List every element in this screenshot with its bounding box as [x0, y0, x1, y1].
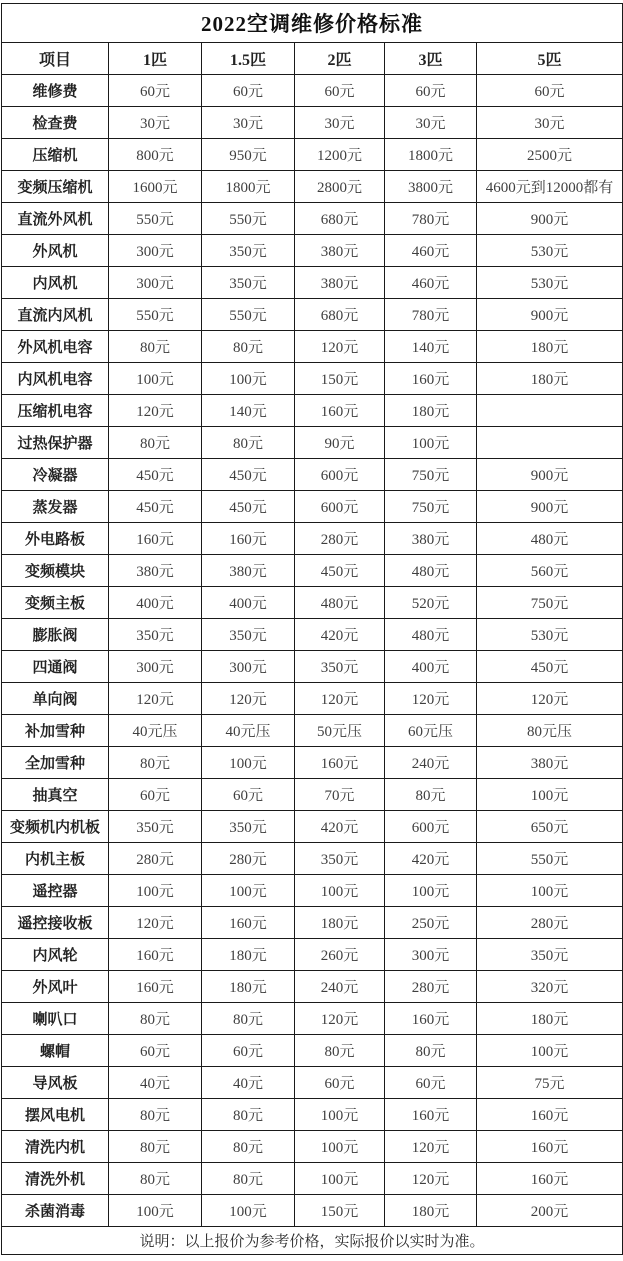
table-row: [2, 939, 623, 971]
row-label: 变频模块: [2, 555, 109, 587]
row-label: 清洗外机: [2, 1163, 109, 1195]
price-cell: [477, 395, 623, 427]
price-cell: 80元: [202, 1099, 295, 1131]
table-row: [2, 651, 623, 683]
price-cell: 450元: [202, 459, 295, 491]
table-row: [2, 267, 623, 299]
price-table: [1, 3, 623, 1255]
price-cell: 550元: [109, 299, 202, 331]
price-cell: 400元: [202, 587, 295, 619]
table-row: [2, 747, 623, 779]
price-cell: 80元: [109, 331, 202, 363]
price-cell: 300元: [385, 939, 477, 971]
price-cell: 120元: [295, 683, 385, 715]
price-cell: 160元: [202, 907, 295, 939]
table-title: 2022空调维修价格标准: [2, 4, 623, 43]
price-cell: 100元: [477, 779, 623, 811]
table-row: [2, 1195, 623, 1227]
column-header: 5匹: [477, 43, 623, 75]
price-cell: 40元压: [109, 715, 202, 747]
price-cell: 480元: [295, 587, 385, 619]
price-cell: 60元: [202, 75, 295, 107]
price-cell: 80元: [202, 427, 295, 459]
price-cell: 180元: [295, 907, 385, 939]
price-cell: 780元: [385, 203, 477, 235]
price-cell: 530元: [477, 235, 623, 267]
table-row: [2, 1003, 623, 1035]
price-cell: 30元: [109, 107, 202, 139]
price-cell: 300元: [109, 235, 202, 267]
price-cell: 240元: [295, 971, 385, 1003]
price-cell: 260元: [295, 939, 385, 971]
price-cell: 100元: [202, 747, 295, 779]
price-cell: 450元: [202, 491, 295, 523]
price-cell: 160元: [477, 1131, 623, 1163]
price-cell: 70元: [295, 779, 385, 811]
column-header: 3匹: [385, 43, 477, 75]
row-label: 四通阀: [2, 651, 109, 683]
price-cell: 80元: [109, 1163, 202, 1195]
price-cell: 300元: [109, 267, 202, 299]
row-label: 单向阀: [2, 683, 109, 715]
price-cell: 450元: [295, 555, 385, 587]
price-cell: 350元: [202, 235, 295, 267]
column-header: 项目: [2, 43, 109, 75]
row-label: 压缩机: [2, 139, 109, 171]
price-cell: 600元: [385, 811, 477, 843]
price-cell: 60元: [385, 1067, 477, 1099]
footnote-row: [2, 1227, 623, 1255]
row-label: 外电路板: [2, 523, 109, 555]
price-cell: [477, 427, 623, 459]
price-cell: 450元: [109, 491, 202, 523]
price-cell: 550元: [202, 299, 295, 331]
price-cell: 380元: [385, 523, 477, 555]
price-cell: 750元: [385, 459, 477, 491]
price-cell: 140元: [385, 331, 477, 363]
price-cell: 380元: [295, 235, 385, 267]
price-cell: 120元: [109, 907, 202, 939]
price-cell: 480元: [385, 619, 477, 651]
price-cell: 80元: [385, 779, 477, 811]
price-cell: 120元: [477, 683, 623, 715]
price-cell: 60元: [385, 75, 477, 107]
price-cell: 350元: [202, 267, 295, 299]
price-cell: 60元: [109, 1035, 202, 1067]
table-row: [2, 619, 623, 651]
price-cell: 450元: [109, 459, 202, 491]
price-cell: 80元: [109, 747, 202, 779]
price-cell: 900元: [477, 299, 623, 331]
price-cell: 680元: [295, 203, 385, 235]
price-cell: 1800元: [202, 171, 295, 203]
row-label: 直流内风机: [2, 299, 109, 331]
price-cell: 120元: [295, 331, 385, 363]
price-cell: 200元: [477, 1195, 623, 1227]
price-cell: 280元: [109, 843, 202, 875]
table-row: [2, 907, 623, 939]
price-cell: 2800元: [295, 171, 385, 203]
table-row: [2, 555, 623, 587]
price-cell: 3800元: [385, 171, 477, 203]
price-cell: 30元: [295, 107, 385, 139]
price-cell: 600元: [295, 459, 385, 491]
row-label: 膨胀阀: [2, 619, 109, 651]
table-row: [2, 331, 623, 363]
row-label: 压缩机电容: [2, 395, 109, 427]
price-cell: 80元: [109, 1003, 202, 1035]
row-label: 过热保护器: [2, 427, 109, 459]
table-row: [2, 971, 623, 1003]
price-cell: 420元: [295, 619, 385, 651]
price-cell: 140元: [202, 395, 295, 427]
price-cell: 420元: [295, 811, 385, 843]
row-label: 蒸发器: [2, 491, 109, 523]
price-cell: 380元: [109, 555, 202, 587]
row-label: 全加雪种: [2, 747, 109, 779]
price-cell: 80元: [202, 1003, 295, 1035]
price-cell: 280元: [385, 971, 477, 1003]
price-cell: 380元: [477, 747, 623, 779]
price-cell: 120元: [295, 1003, 385, 1035]
price-cell: 180元: [202, 939, 295, 971]
price-cell: 300元: [109, 651, 202, 683]
table-row: [2, 235, 623, 267]
price-cell: 550元: [109, 203, 202, 235]
price-cell: 680元: [295, 299, 385, 331]
price-cell: 400元: [109, 587, 202, 619]
price-cell: 180元: [477, 363, 623, 395]
price-cell: 80元: [202, 1163, 295, 1195]
table-row: [2, 299, 623, 331]
price-cell: 40元压: [202, 715, 295, 747]
table-footnote: 说明：以上报价为参考价格，实际报价以实时为准。: [2, 1227, 623, 1255]
column-header: 1匹: [109, 43, 202, 75]
price-cell: 160元: [477, 1163, 623, 1195]
price-cell: 150元: [295, 363, 385, 395]
table-row: [2, 107, 623, 139]
row-label: 冷凝器: [2, 459, 109, 491]
price-cell: 600元: [295, 491, 385, 523]
price-cell: 460元: [385, 235, 477, 267]
row-label: 补加雪种: [2, 715, 109, 747]
price-cell: 100元: [109, 363, 202, 395]
column-header-row: [2, 43, 623, 75]
price-cell: 180元: [202, 971, 295, 1003]
price-cell: 100元: [477, 875, 623, 907]
price-cell: 800元: [109, 139, 202, 171]
price-cell: 350元: [109, 619, 202, 651]
price-cell: 100元: [109, 1195, 202, 1227]
price-cell: 80元: [202, 1131, 295, 1163]
table-row: [2, 203, 623, 235]
price-cell: 280元: [477, 907, 623, 939]
table-row: [2, 1035, 623, 1067]
price-cell: 240元: [385, 747, 477, 779]
row-label: 变频主板: [2, 587, 109, 619]
price-cell: 80元: [109, 1099, 202, 1131]
price-cell: 100元: [295, 1131, 385, 1163]
price-cell: 150元: [295, 1195, 385, 1227]
price-cell: 450元: [477, 651, 623, 683]
row-label: 内风机: [2, 267, 109, 299]
price-cell: 120元: [109, 395, 202, 427]
price-cell: 60元压: [385, 715, 477, 747]
price-cell: 900元: [477, 459, 623, 491]
price-cell: 350元: [295, 651, 385, 683]
price-cell: 350元: [109, 811, 202, 843]
price-cell: 1200元: [295, 139, 385, 171]
row-label: 内风轮: [2, 939, 109, 971]
price-cell: 160元: [295, 395, 385, 427]
row-label: 抽真空: [2, 779, 109, 811]
price-cell: 50元压: [295, 715, 385, 747]
price-cell: 90元: [295, 427, 385, 459]
price-cell: 160元: [477, 1099, 623, 1131]
price-cell: 900元: [477, 491, 623, 523]
table-row: [2, 75, 623, 107]
price-cell: 180元: [477, 1003, 623, 1035]
price-cell: 60元: [109, 779, 202, 811]
price-cell: 750元: [477, 587, 623, 619]
row-label: 内风机电容: [2, 363, 109, 395]
price-cell: 60元: [477, 75, 623, 107]
price-cell: 80元: [109, 1131, 202, 1163]
price-cell: 30元: [202, 107, 295, 139]
row-label: 喇叭口: [2, 1003, 109, 1035]
price-cell: 120元: [385, 1131, 477, 1163]
table-row: [2, 779, 623, 811]
price-cell: 300元: [202, 651, 295, 683]
row-label: 导风板: [2, 1067, 109, 1099]
price-cell: 480元: [477, 523, 623, 555]
price-cell: 520元: [385, 587, 477, 619]
price-cell: 750元: [385, 491, 477, 523]
table-row: [2, 715, 623, 747]
price-cell: 100元: [202, 1195, 295, 1227]
table-row: [2, 1099, 623, 1131]
row-label: 遥控器: [2, 875, 109, 907]
table-row: [2, 811, 623, 843]
price-cell: 380元: [202, 555, 295, 587]
row-label: 外风叶: [2, 971, 109, 1003]
price-cell: 160元: [385, 1003, 477, 1035]
row-label: 杀菌消毒: [2, 1195, 109, 1227]
table-row: [2, 363, 623, 395]
price-cell: 550元: [477, 843, 623, 875]
price-cell: 160元: [109, 971, 202, 1003]
price-cell: 1800元: [385, 139, 477, 171]
price-cell: 280元: [202, 843, 295, 875]
row-label: 内机主板: [2, 843, 109, 875]
price-cell: 80元压: [477, 715, 623, 747]
price-cell: 180元: [385, 1195, 477, 1227]
table-row: [2, 395, 623, 427]
table-row: [2, 491, 623, 523]
row-label: 检查费: [2, 107, 109, 139]
price-cell: 120元: [385, 683, 477, 715]
price-cell: 40元: [109, 1067, 202, 1099]
column-header: 2匹: [295, 43, 385, 75]
price-cell: 100元: [295, 1163, 385, 1195]
price-cell: 900元: [477, 203, 623, 235]
row-label: 外风机: [2, 235, 109, 267]
price-table-body: [2, 75, 623, 1227]
price-cell: 30元: [385, 107, 477, 139]
price-cell: 180元: [385, 395, 477, 427]
price-cell: 280元: [295, 523, 385, 555]
price-cell: 80元: [202, 331, 295, 363]
price-cell: 250元: [385, 907, 477, 939]
row-label: 螺帽: [2, 1035, 109, 1067]
table-row: [2, 1163, 623, 1195]
price-cell: 100元: [295, 1099, 385, 1131]
price-cell: 160元: [385, 363, 477, 395]
price-cell: 350元: [295, 843, 385, 875]
price-cell: 780元: [385, 299, 477, 331]
price-cell: 120元: [109, 683, 202, 715]
table-row: [2, 1067, 623, 1099]
row-label: 摆风电机: [2, 1099, 109, 1131]
price-cell: 120元: [202, 683, 295, 715]
row-label: 直流外风机: [2, 203, 109, 235]
table-row: [2, 139, 623, 171]
price-cell: 80元: [385, 1035, 477, 1067]
price-cell: 30元: [477, 107, 623, 139]
price-cell: 400元: [385, 651, 477, 683]
price-cell: 550元: [202, 203, 295, 235]
price-cell: 350元: [202, 811, 295, 843]
row-label: 变频机内机板: [2, 811, 109, 843]
price-cell: 80元: [109, 427, 202, 459]
title-row: [2, 4, 623, 43]
price-cell: 160元: [109, 939, 202, 971]
price-cell: 530元: [477, 267, 623, 299]
table-row: [2, 427, 623, 459]
price-cell: 4600元到12000都有: [477, 171, 623, 203]
row-label: 遥控接收板: [2, 907, 109, 939]
table-row: [2, 875, 623, 907]
price-cell: 420元: [385, 843, 477, 875]
price-cell: 60元: [202, 1035, 295, 1067]
price-cell: 40元: [202, 1067, 295, 1099]
price-cell: 1600元: [109, 171, 202, 203]
table-row: [2, 683, 623, 715]
price-cell: 60元: [109, 75, 202, 107]
table-row: [2, 843, 623, 875]
price-cell: 75元: [477, 1067, 623, 1099]
price-cell: 950元: [202, 139, 295, 171]
price-cell: 100元: [385, 875, 477, 907]
price-cell: 2500元: [477, 139, 623, 171]
table-row: [2, 1131, 623, 1163]
price-cell: 180元: [477, 331, 623, 363]
price-cell: 100元: [477, 1035, 623, 1067]
price-cell: 100元: [385, 427, 477, 459]
price-cell: 100元: [202, 875, 295, 907]
price-cell: 60元: [202, 779, 295, 811]
price-cell: 60元: [295, 75, 385, 107]
price-cell: 120元: [385, 1163, 477, 1195]
price-cell: 160元: [202, 523, 295, 555]
price-cell: 320元: [477, 971, 623, 1003]
price-cell: 100元: [202, 363, 295, 395]
row-label: 外风机电容: [2, 331, 109, 363]
price-cell: 160元: [109, 523, 202, 555]
price-cell: 80元: [295, 1035, 385, 1067]
price-cell: 650元: [477, 811, 623, 843]
price-cell: 480元: [385, 555, 477, 587]
price-cell: 60元: [295, 1067, 385, 1099]
price-cell: 160元: [385, 1099, 477, 1131]
price-cell: 350元: [202, 619, 295, 651]
table-row: [2, 523, 623, 555]
price-cell: 350元: [477, 939, 623, 971]
row-label: 变频压缩机: [2, 171, 109, 203]
price-cell: 560元: [477, 555, 623, 587]
table-row: [2, 171, 623, 203]
table-row: [2, 459, 623, 491]
row-label: 维修费: [2, 75, 109, 107]
price-cell: 530元: [477, 619, 623, 651]
price-cell: 380元: [295, 267, 385, 299]
price-cell: 100元: [109, 875, 202, 907]
table-row: [2, 587, 623, 619]
column-header: 1.5匹: [202, 43, 295, 75]
price-cell: 160元: [295, 747, 385, 779]
price-cell: 100元: [295, 875, 385, 907]
price-cell: 460元: [385, 267, 477, 299]
row-label: 清洗内机: [2, 1131, 109, 1163]
